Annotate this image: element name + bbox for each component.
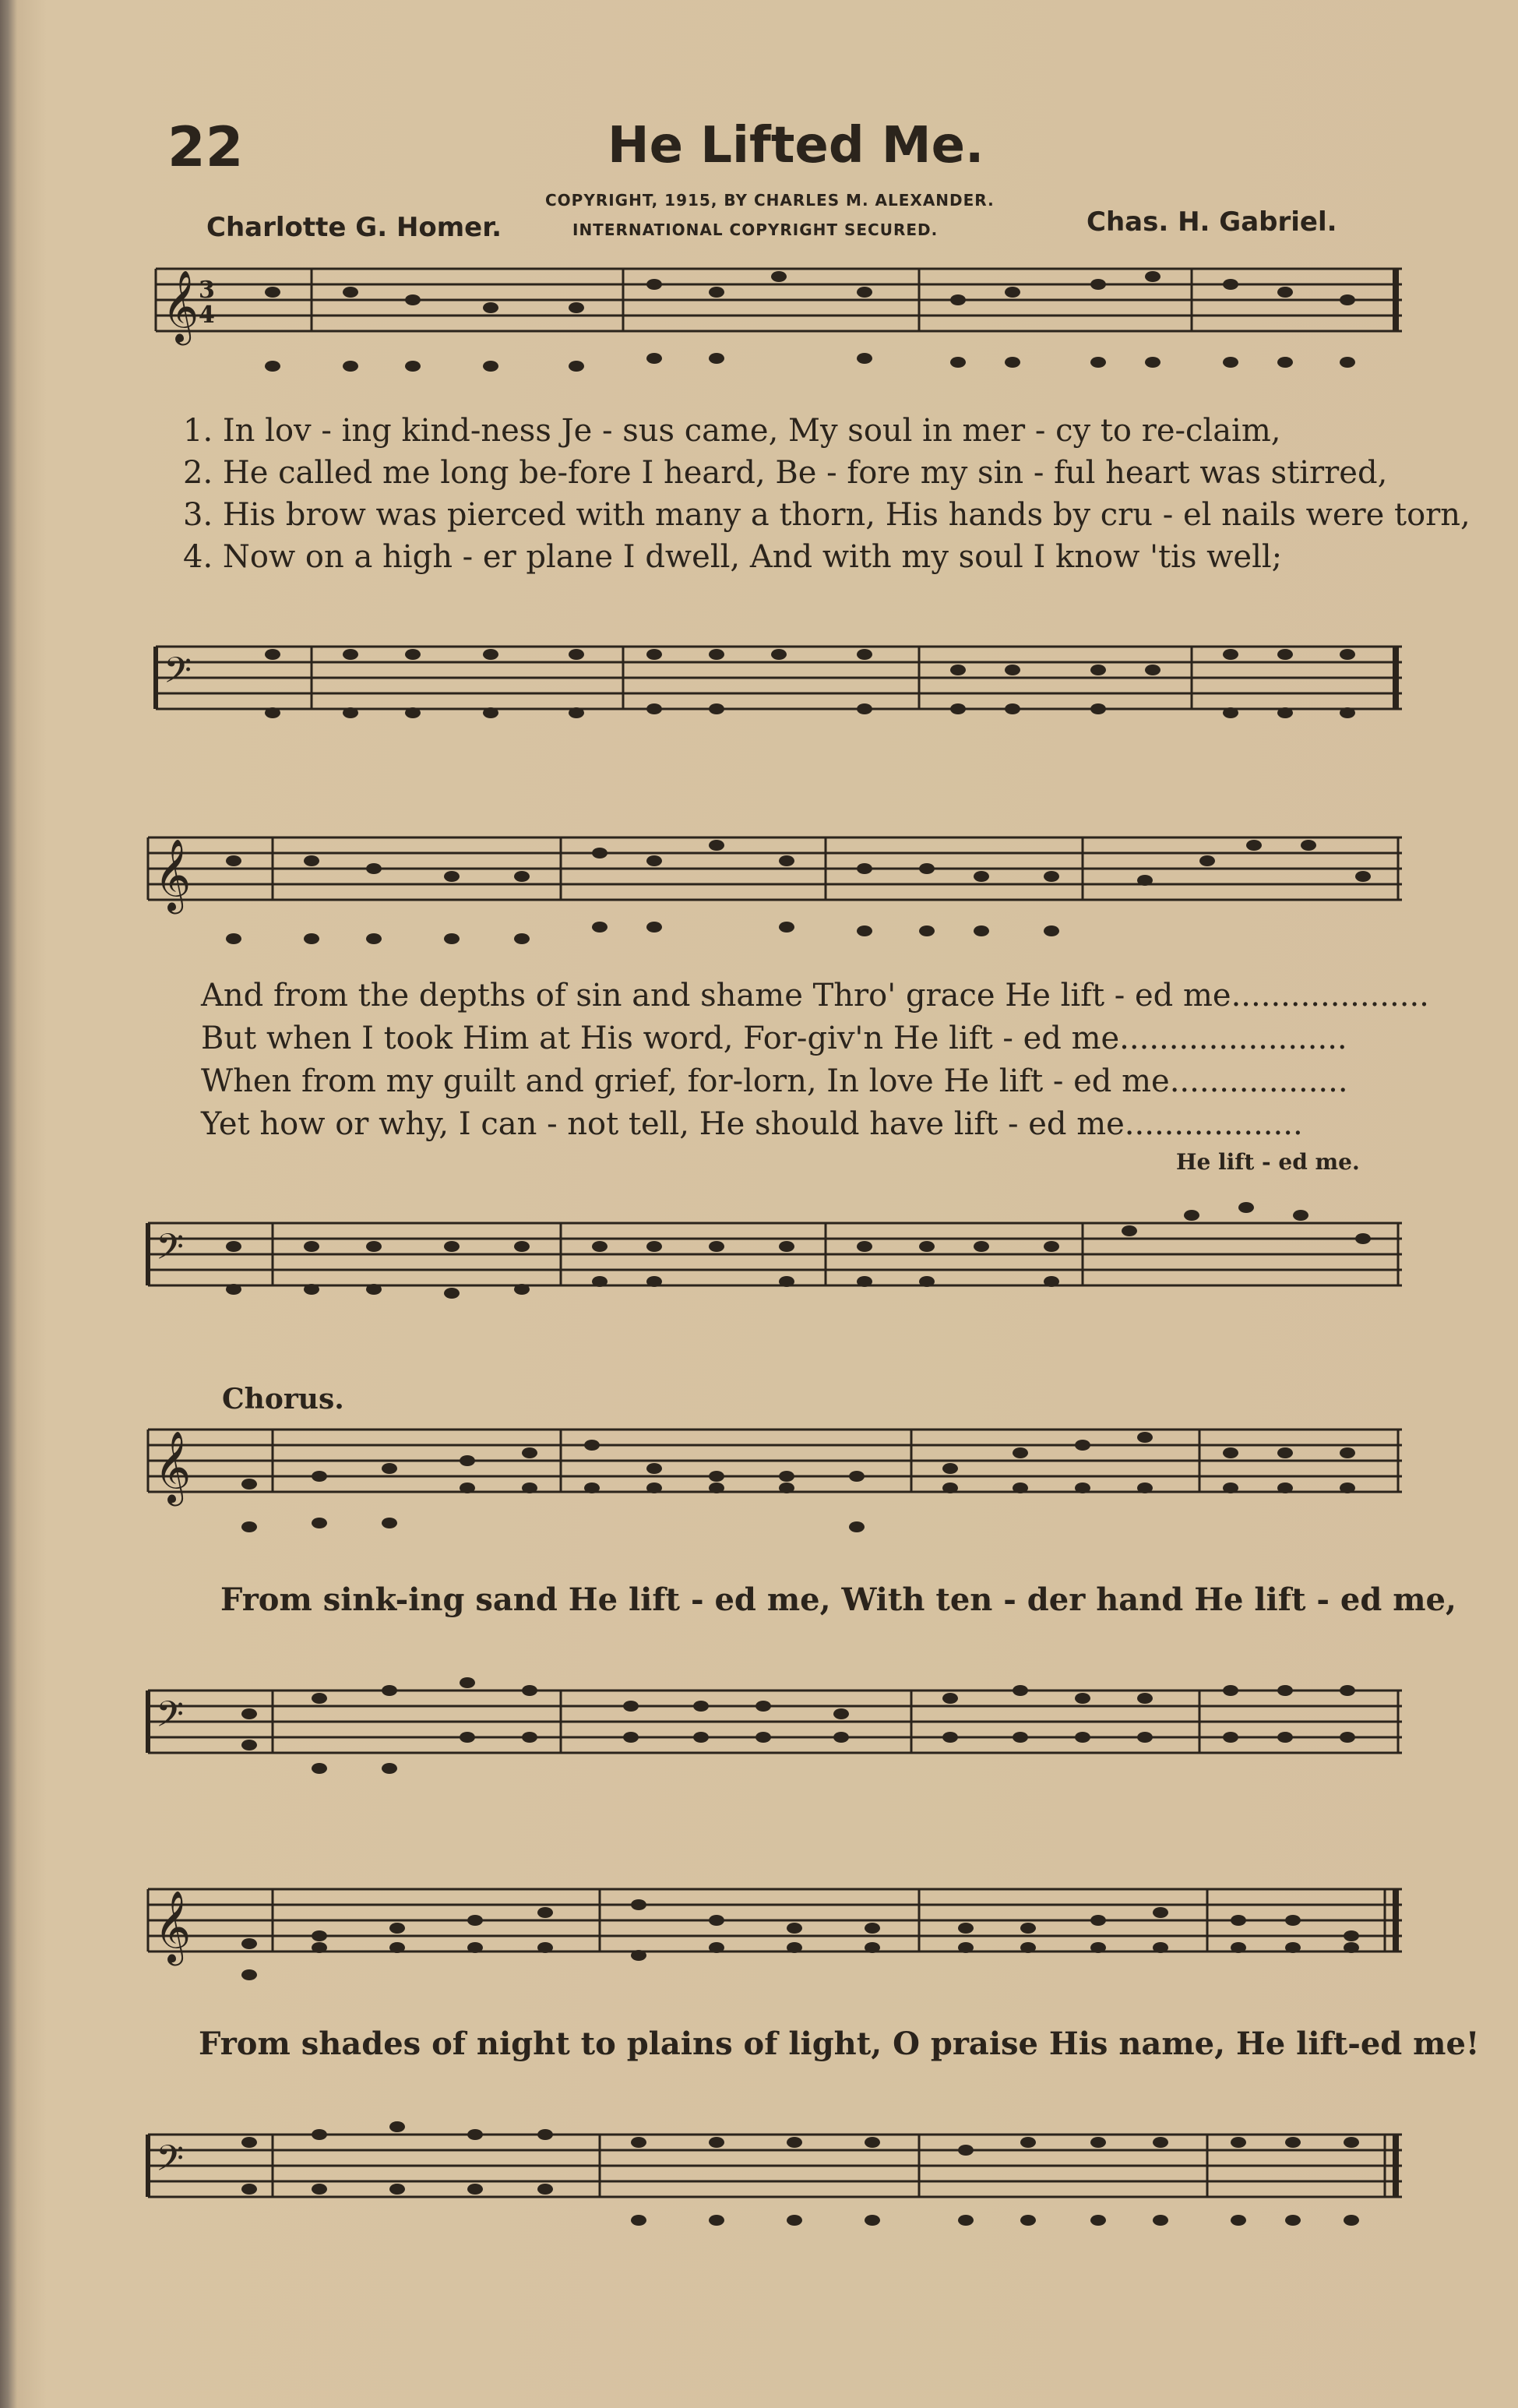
verse-3-line-2: When from my guilt and grief, for-lorn, In love He lift - ed me.................. <box>201 1063 1348 1099</box>
lyricist-credit: Charlotte G. Homer. <box>206 212 502 243</box>
staff-chorus-1-bass <box>140 1636 1402 1800</box>
composer-credit: Chas. H. Gabriel. <box>1087 206 1337 238</box>
bass-clef-icon: 𝄢 <box>156 1226 185 1277</box>
copyright-line-2: INTERNATIONAL COPYRIGHT SECURED. <box>572 220 939 239</box>
verse-4-line-1: 4. Now on a high - er plane I dwell, And with my soul I know 'tis well; <box>183 539 1283 575</box>
verse-3-line-1: 3. His brow was pierced with many a thorn, His hands by cru - el nails were torn, <box>183 497 1470 533</box>
staff-system-2-bass <box>140 1161 1402 1309</box>
staff-chorus-2-treble <box>140 1846 1402 2002</box>
bass-clef-icon: 𝄢 <box>164 650 192 700</box>
verse-2-line-1: 2. He called me long be-fore I heard, Be - fore my sin - ful heart was stirred, <box>183 455 1388 491</box>
bass-clef-icon: 𝄢 <box>156 2138 185 2188</box>
treble-clef-icon: 𝄞 <box>154 1890 192 1962</box>
page-title: He Lifted Me. <box>608 117 984 175</box>
treble-clef-icon: 𝄞 <box>162 270 199 342</box>
svg-text:4: 4 <box>199 301 215 329</box>
staff-system-1-treble <box>140 257 1402 382</box>
copyright-line-1: COPYRIGHT, 1915, BY CHARLES M. ALEXANDER. <box>545 191 995 210</box>
chorus-line-1: From sink-ing sand He lift - ed me, With ten - der hand He lift - ed me, <box>220 1581 1456 1618</box>
verse-4-line-2: Yet how or why, I can - not tell, He should have lift - ed me.................. <box>201 1106 1303 1142</box>
staff-system-1-bass <box>140 592 1402 725</box>
bass-clef-icon: 𝄢 <box>156 1694 185 1744</box>
page-number: 22 <box>167 115 244 179</box>
echo-text: He lift - ed me. <box>1176 1149 1360 1175</box>
treble-clef-icon: 𝄞 <box>154 838 192 911</box>
staff-system-2-treble <box>140 810 1402 966</box>
chorus-line-2: From shades of night to plains of light, O praise His name, He lift-ed me! <box>199 2025 1480 2062</box>
chorus-label: Chorus. <box>222 1383 344 1416</box>
staff-chorus-2-bass <box>140 2064 1402 2244</box>
svg-text:3: 3 <box>199 277 215 304</box>
verse-2-line-2: But when I took Him at His word, For-giv'n He lift - ed me....................... <box>201 1021 1347 1056</box>
verse-1-line-1: 1. In lov - ing kind-ness Je - sus came, My soul in mer - cy to re-claim, <box>183 413 1281 449</box>
treble-clef-icon: 𝄞 <box>154 1430 192 1503</box>
staff-chorus-1-treble <box>140 1402 1402 1558</box>
verse-1-line-2: And from the depths of sin and shame Thro' grace He lift - ed me.................... <box>201 978 1429 1014</box>
